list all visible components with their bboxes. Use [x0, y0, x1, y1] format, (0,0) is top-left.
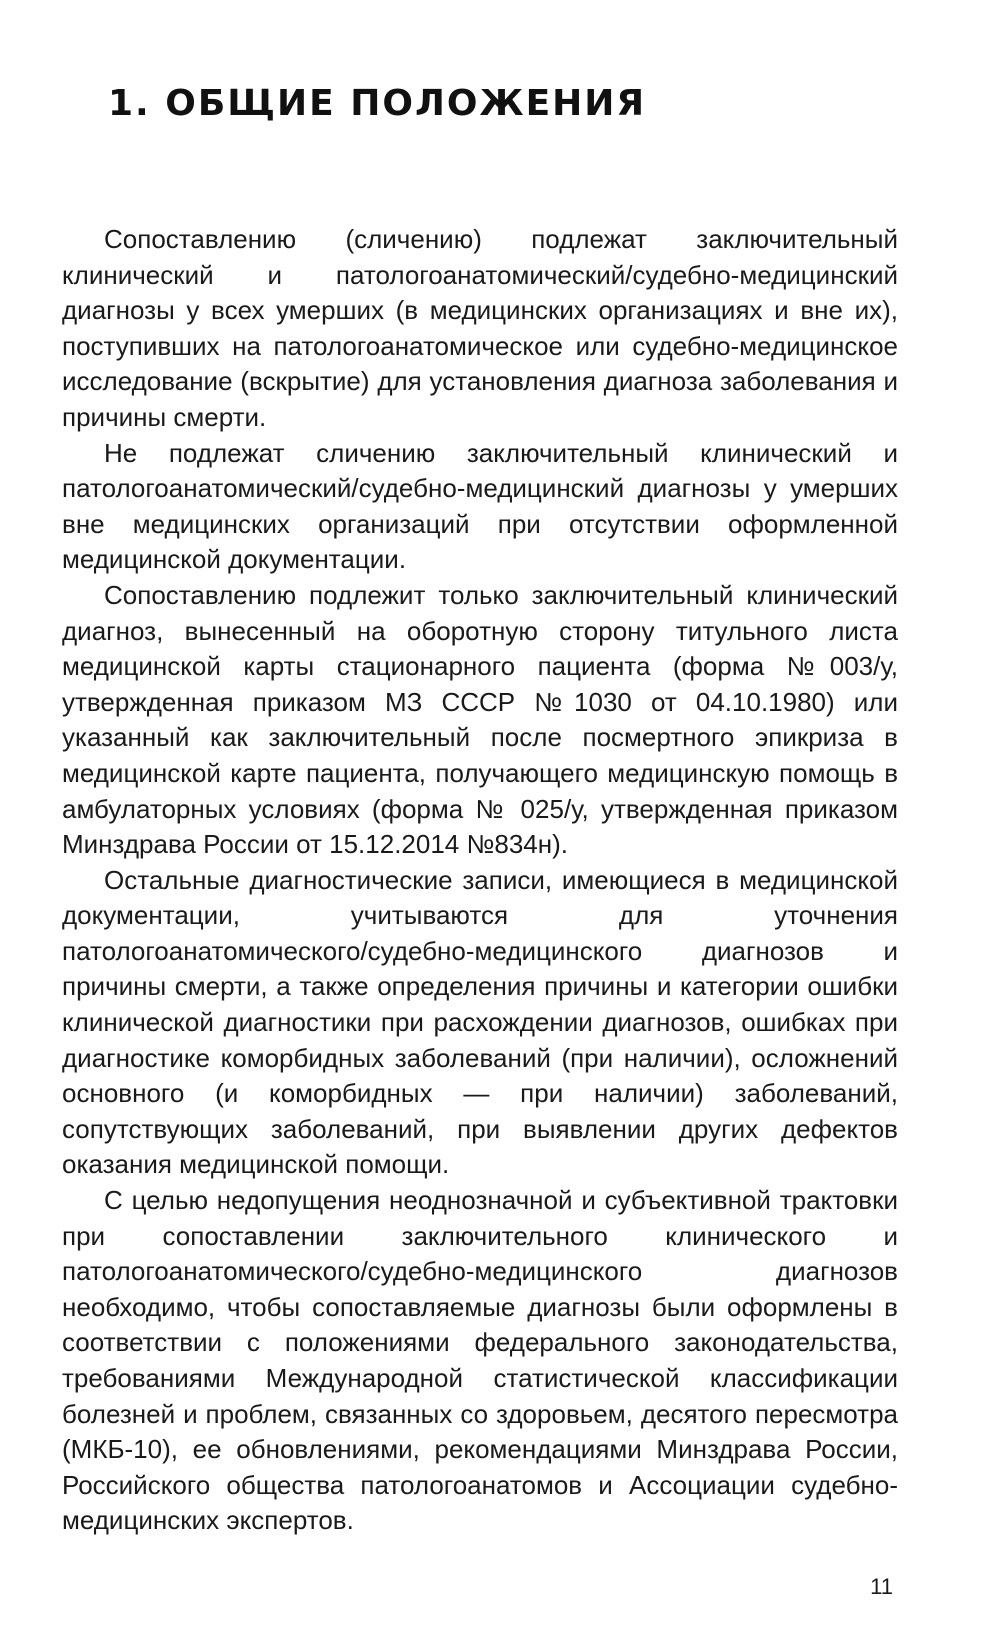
paragraph-3: Сопоставлению подлежит только заключительный клинический диагноз, вынесенный на оборотную сторону титульного листа медицинской карты стационарного пациента (форма №003/у, утвержденная приказом МЗ СССР №1030 от 04.10.1980) или указанный как заключительный после посмертного эпикриза в медицинской карте пациента, получающего медицинскую помощь в амбулаторных условиях (форма № 025/у, утвержденная приказом Минздрава России от 15.12.2014 №834н). [62, 579, 898, 860]
paragraph-4: Остальные диагностические записи, имеющиеся в медицинской документации, учитываются для уточнения патологоанатомического/судебно-медицинского диагнозов и причины смерти, а также определения причины и категории ошибки клинической диагностики при расхождении диагнозов, ошибках при диагностике коморбидных заболеваний (при наличии), осложнений основного (и коморбидных — при наличии) заболеваний, сопутствующих заболеваний, при выявлении других дефектов оказания медицинской помощи. [62, 864, 898, 1180]
section-heading: 1. ОБЩИЕ ПОЛОЖЕНИЯ [108, 83, 647, 124]
paragraph-1: Сопоставлению (сличению) подлежат заключительный клинический и патологоанатомический/судебно-медицинский диагнозы у всех умерших (в медицинских организациях и вне их), поступивших на патологоанатомическое или судебно-медицинское исследование (вскрытие) для установления диагноза заболевания и причины смерти. [62, 224, 898, 432]
paragraph-5: С целью недопущения неоднозначной и субъективной трактовки при сопоставлении заключительного клинического и патологоанатомического/судебно-медицинского диагнозов необходимо, чтобы сопоставляемые диагнозы были оформлены в соответствии с положениями федерального законодательства, требованиями Международной статистической классификации болезней и проблем, связанных со здоровьем, десятого пересмотра (МКБ-10), ее обновлениями, рекомендациями Минздрава России, Российского общества патологоанатомов и Ассоциации судебно-медицинских экспертов. [62, 1185, 898, 1536]
body-text [62, 222, 898, 1539]
paragraph-2: Не подлежат сличению заключительный клинический и патологоанатомический/судебно-медицинский диагнозы у умерших вне медицинских организаций при отсутствии оформленной медицинской документации. [62, 437, 898, 575]
page-number: 11 [870, 1574, 893, 1599]
